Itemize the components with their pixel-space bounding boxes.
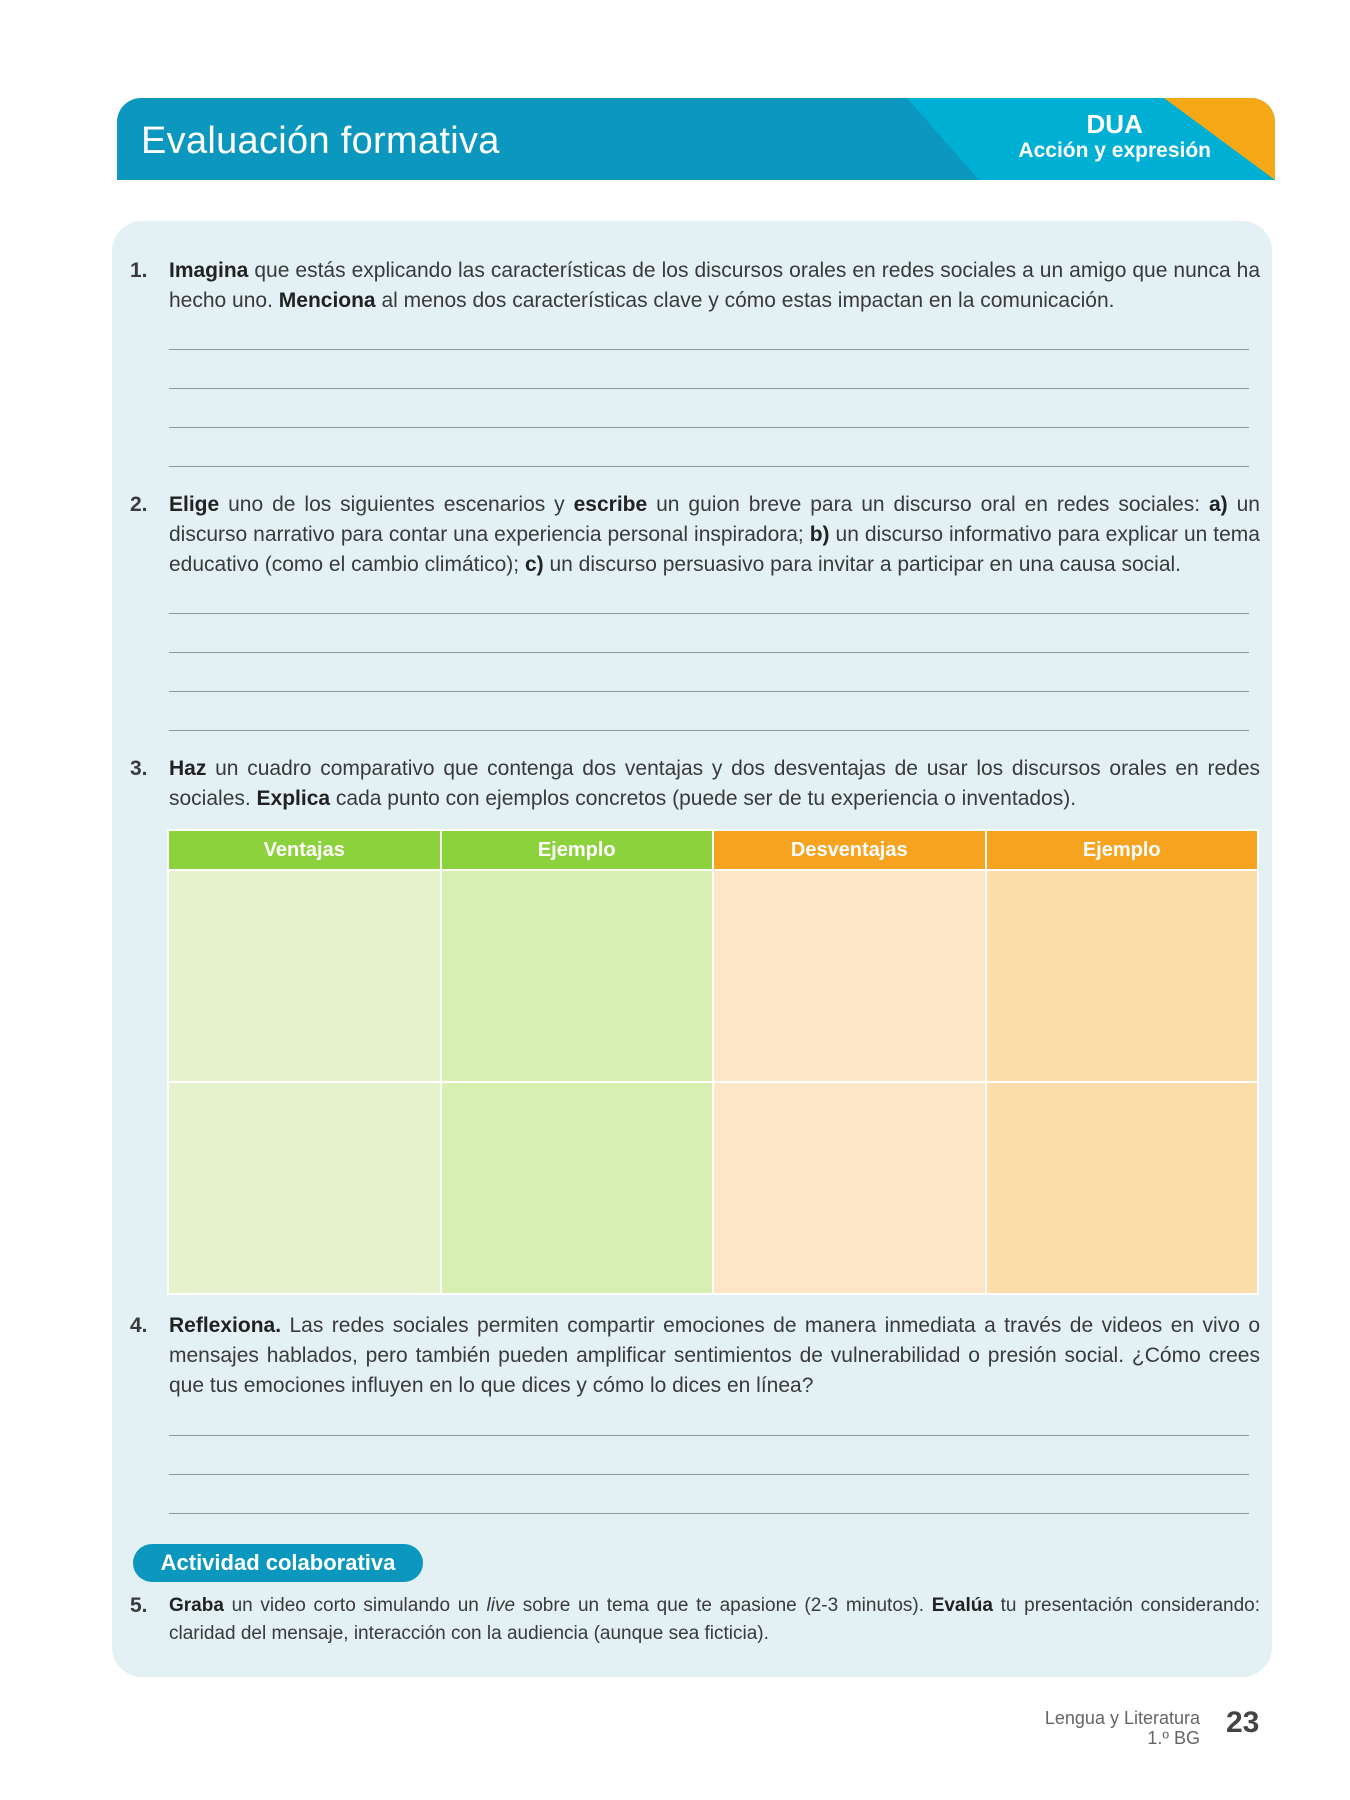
text-run: un discurso informativo para explicar un tema educativo (como el cambio climático);: [169, 523, 1260, 576]
answer-line[interactable]: [169, 1474, 1249, 1475]
header-ejemplo-desventajas: Ejemplo: [986, 830, 1259, 870]
question-1: [130, 256, 1260, 316]
answer-line[interactable]: [169, 388, 1249, 389]
table-cell[interactable]: [441, 870, 714, 1082]
table-cell[interactable]: [986, 870, 1259, 1082]
text-run: al menos dos características clave y cómo estas impactan en la comunicación.: [375, 289, 1115, 312]
answer-line[interactable]: [169, 1513, 1249, 1514]
text-run: uno de los siguientes escenarios y: [219, 493, 574, 516]
question-text: [169, 256, 1260, 316]
question-number: 3.: [130, 757, 148, 780]
question-number: 1.: [130, 259, 148, 282]
question-text: [169, 1592, 1260, 1648]
header-desventajas: Desventajas: [713, 830, 986, 870]
grade-label: 1.º BG: [1147, 1728, 1200, 1748]
text-run: Menciona: [278, 289, 376, 312]
question-number: 2.: [130, 493, 148, 516]
table-row: [168, 870, 1258, 1082]
table-cell[interactable]: [441, 1082, 714, 1294]
text-run: escribe: [573, 493, 648, 516]
text-run: un discurso persuasivo para invitar a participar en una causa social.: [543, 553, 1181, 576]
comparison-table: [167, 829, 1259, 1295]
header-ejemplo-ventajas: Ejemplo: [441, 830, 714, 870]
table-cell[interactable]: [168, 870, 441, 1082]
table-cell[interactable]: [713, 870, 986, 1082]
dua-subtitle: Acción y expresión: [1018, 139, 1211, 162]
text-run: Reflexiona.: [169, 1314, 282, 1337]
text-run: Las redes sociales permiten compartir emociones de manera inmediata a través de videos en vivo o mensajes hablados, pero también pueden amplificar sentimientos de vulnerabilidad o presión social. ¿Cómo crees que tus emociones influyen en lo que dices y cómo lo dices en línea?: [169, 1314, 1260, 1397]
text-run: c): [524, 553, 544, 576]
answer-line[interactable]: [169, 466, 1249, 467]
table-cell[interactable]: [713, 1082, 986, 1294]
text-run: b): [809, 523, 830, 546]
footer-subject: [1045, 1708, 1200, 1748]
answer-line[interactable]: [169, 427, 1249, 428]
text-run: a): [1209, 493, 1228, 516]
question-2: [130, 490, 1260, 580]
text-run: cada punto con ejemplos concretos (puede ser de tu experiencia o inventados).: [330, 787, 1077, 810]
text-run: que estás explicando las características de los discursos orales en redes sociales a un amigo que nunca ha hecho uno.: [169, 259, 1260, 312]
question-number: 5.: [130, 1594, 148, 1617]
text-run: Haz: [169, 757, 207, 780]
table-row: [168, 1082, 1258, 1294]
question-text: [169, 490, 1260, 580]
text-run: sobre un tema que te apasione (2-3 minutos).: [515, 1595, 932, 1616]
answer-line[interactable]: [169, 730, 1249, 731]
question-text: [169, 754, 1260, 814]
answer-line[interactable]: [169, 691, 1249, 692]
table-cell[interactable]: [168, 1082, 441, 1294]
text-run: Evalúa: [931, 1595, 993, 1616]
text-run: Graba: [169, 1595, 224, 1616]
table-header-row: [168, 830, 1258, 870]
question-5: [130, 1592, 1260, 1648]
collab-activity-label: Actividad colaborativa: [133, 1544, 423, 1582]
text-run: un cuadro comparativo que contenga dos ventajas y dos desventajas de usar los discursos orales en redes sociales.: [169, 757, 1260, 810]
text-run: live: [486, 1595, 516, 1616]
header-banner: [117, 98, 1275, 180]
question-4: [130, 1311, 1260, 1401]
page-number: 23: [1226, 1706, 1260, 1739]
subject-name: Lengua y Literatura: [1044, 1708, 1200, 1728]
text-run: un guion breve para un discurso oral en redes sociales:: [647, 493, 1209, 516]
table-cell[interactable]: [986, 1082, 1259, 1294]
header-ventajas: Ventajas: [168, 830, 441, 870]
text-run: tu presentación considerando: claridad del mensaje, interacción con la audiencia (aunque sea ficticia).: [169, 1595, 1260, 1644]
question-text: [169, 1311, 1260, 1401]
dua-label: DUA: [1086, 109, 1143, 139]
text-run: Imagina: [169, 259, 249, 282]
text-run: un discurso narrativo para contar una experiencia personal inspiradora;: [169, 493, 1260, 546]
question-number: 4.: [130, 1314, 148, 1337]
text-run: Elige: [169, 493, 220, 516]
page-title: Evaluación formativa: [141, 120, 500, 162]
question-3: [130, 754, 1260, 814]
answer-line[interactable]: [169, 349, 1249, 350]
text-run: Explica: [256, 787, 331, 810]
text-run: un video corto simulando un: [223, 1595, 487, 1616]
answer-line[interactable]: [169, 652, 1249, 653]
answer-line[interactable]: [169, 613, 1249, 614]
answer-line[interactable]: [169, 1435, 1249, 1436]
dua-badge: [1018, 110, 1211, 164]
